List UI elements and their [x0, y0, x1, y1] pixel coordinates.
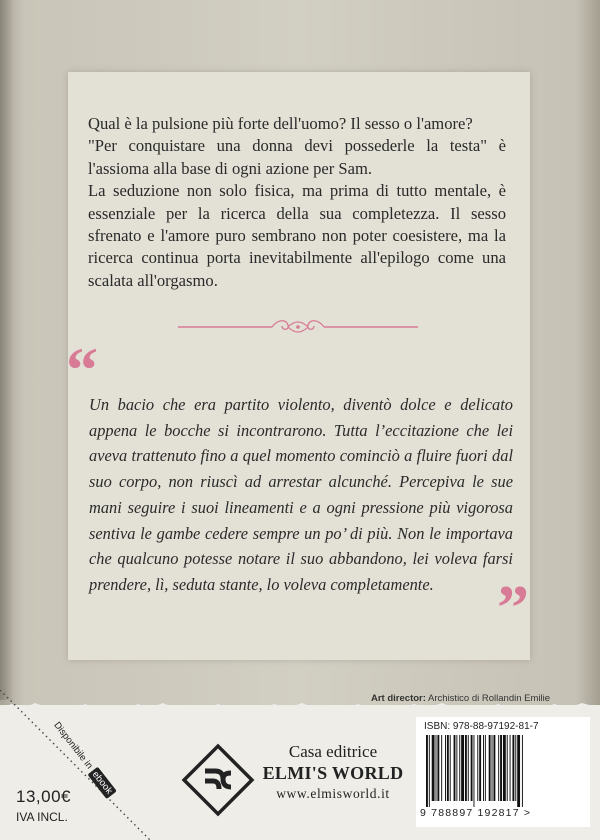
tax-note: IVA INCL.	[16, 810, 68, 824]
price: 13,00€	[16, 787, 71, 806]
barcode-bar	[500, 735, 502, 801]
isbn-label: ISBN: 978-88-97192-81-7	[424, 721, 539, 732]
barcode-bar	[474, 735, 475, 807]
excerpt-text: Un bacio che era partito violento, diventò dolce e delicato appena le bocche si incontrarono. Tutta l’eccitazione che lei aveva trattenuto fino a quel momento cominciò a fluire fuori dal suo corpo, non riuscì ad arrestar alcunché. Percepiva le sue mani seguire i suoi lineamenti e a ogni pressione più vigorosa sentiva le gambe cedere sempre un po’ di più. Non le importava che qualcuno potesse notare il suo abbandono, lei voleva farsi prendere, lì, seduta stante, lo voleva completamente.	[89, 395, 513, 594]
flourish-divider	[178, 316, 418, 338]
barcode-bar	[432, 735, 435, 801]
barcode-bar	[461, 735, 464, 801]
barcode-bar	[477, 735, 478, 801]
barcode-bar	[493, 735, 495, 801]
credit-label: Art director:	[371, 693, 426, 704]
barcode-bar	[437, 735, 439, 801]
synopsis-line-3: La seduzione non solo fisica, ma prima di tutto mentale, è essenziale per la ricerca della sua completezza. Il sesso sfrenato e l'amore puro sembrano non poter coesistere, ma la ricerca continua porta inevitabilmente all'epilogo come una scalata all'orgasmo.	[88, 181, 506, 290]
barcode-bar	[479, 735, 481, 801]
barcode-bar	[454, 735, 456, 801]
barcode-bar	[436, 735, 437, 801]
barcode-bar	[426, 735, 428, 807]
synopsis-line-1: Qual è la pulsione più forte dell'uomo? Il sesso o l'amore?	[88, 114, 473, 133]
credit-name: Archistico di Rollandin Emilie	[428, 693, 550, 704]
barcode-bar	[441, 735, 442, 801]
barcode-bar	[492, 735, 493, 801]
ebook-label: Disponibile in	[51, 720, 95, 772]
barcode-bar	[512, 735, 514, 801]
barcode-bar	[447, 735, 449, 801]
barcode-bar	[503, 735, 506, 801]
publisher-name: ELMI'S WORLD	[262, 763, 404, 783]
barcode-bar	[498, 735, 499, 801]
barcode-bar	[510, 735, 511, 801]
barcode-bar	[465, 735, 467, 801]
quote-open-mark: “	[66, 334, 98, 405]
barcode-bar	[459, 735, 460, 801]
barcode-bar	[471, 735, 473, 801]
barcode-bar	[468, 735, 469, 801]
barcode-bar	[429, 735, 430, 807]
synopsis-line-2: "Per conquistare una donna devi possederle la testa" è l'assioma alla base di ogni azione per Sam.	[88, 136, 506, 178]
barcode	[424, 735, 582, 807]
spine-shadow	[0, 0, 14, 700]
barcode-bar	[517, 735, 520, 807]
barcode-bar	[450, 735, 451, 801]
barcode-bar	[522, 735, 523, 807]
barcode-bar	[507, 735, 508, 801]
barcode-bar	[489, 735, 491, 801]
barcode-bar	[483, 735, 484, 801]
barcode-bar	[445, 735, 446, 801]
barcode-bar	[515, 735, 516, 801]
synopsis	[88, 113, 506, 292]
barcode-number: 9 788897 192817 >	[420, 807, 532, 819]
quote-close-mark: ”	[497, 572, 529, 643]
barcode-bar	[485, 735, 486, 801]
publisher-block	[262, 742, 404, 804]
ebook-tag: ebook	[87, 766, 117, 799]
publisher-label: Casa editrice	[288, 742, 378, 761]
barcode-bar	[456, 735, 457, 801]
publisher-website: www.elmisworld.it	[276, 786, 390, 801]
publisher-logo-icon	[179, 741, 257, 819]
